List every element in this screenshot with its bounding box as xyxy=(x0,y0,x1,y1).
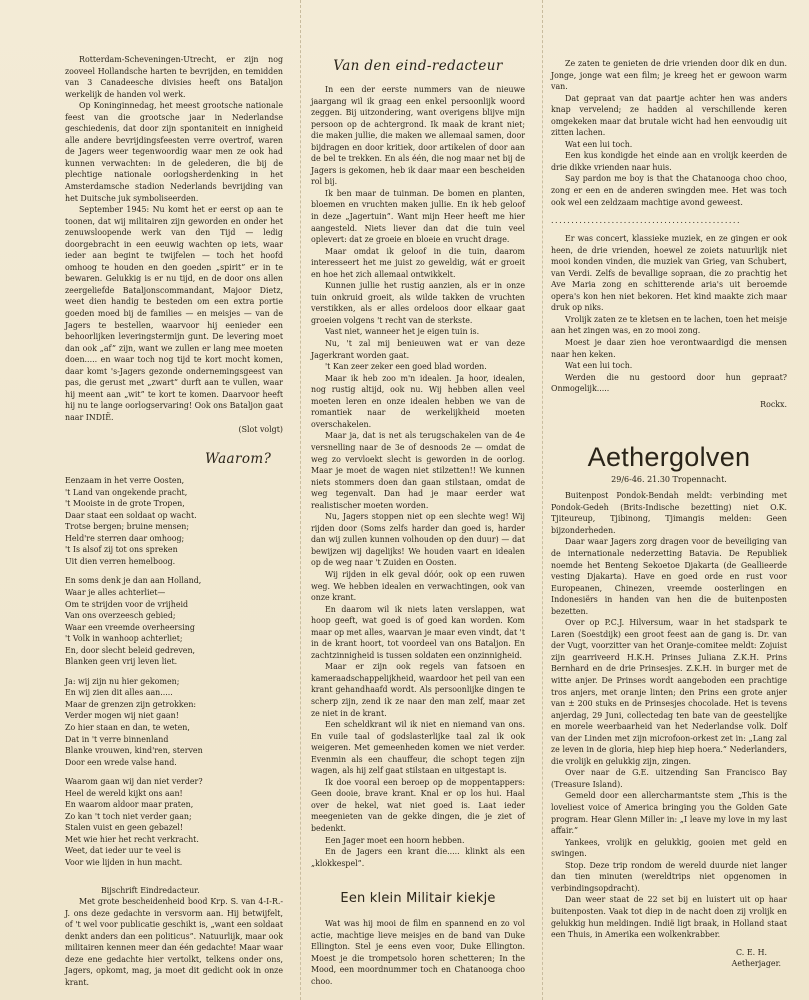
poem xyxy=(65,475,283,869)
aethergolven-title: Aethergolven xyxy=(587,442,751,473)
poem-stanza xyxy=(65,676,283,768)
paragraph: Er was concert, klassieke muziek, en ze gingen er ook heen, de drie vrienden, hoewel ze zoiets natuurlijk niet mooi konden vinden, die muziek van Grieg, van Schubert, van Verdi. Zelfs de bevallige sopraan, die zo prachtig het Ave Maria zong en schitterende aria's uit beroemde opera's kon hen niet bekoren. Het kind maakte zich maar druk op niks. xyxy=(551,234,787,313)
bijschrift-text: Met grote bescheidenheid bood Krp. S. van 4-I-R.-J. ons deze gedachte in versvorm aan. Hij betwijfelt, of 't wel voor publicatie geschikt is, „want een soldaat denkt anders dan een politicus”. Natuurlijk, maar ook militairen kennen meer dan één gedachte! Maar waar deze ene gedachte hier vertolkt, telkens onder ons, Jagers, opkomt, mag, ja moet dit gedicht ook in onze krant. xyxy=(65,897,283,987)
poem-line: Maar de grenzen zijn getrokken: xyxy=(65,699,197,709)
paragraph: Kunnen jullie het rustig aanzien, als er in onze tuin onkruid groeit, als wilde takken de vruchten verstikken, als er alles ordeloos door elkaar gaat groeien volgens 't recht van de sterkste. xyxy=(311,281,525,325)
paragraph: Yankees, vrolijk en gelukkig, gooien met geld en swingen. xyxy=(551,837,787,859)
paragraph: Vrolijk zaten ze te kletsen en te lachen, toen het meisje aan het zingen was, en zo mooi zong. xyxy=(551,314,787,336)
paragraph: Ik doe vooral een beroep op de moppentappers: Geen dooie, brave krant. Knal er op los hui. Haal over de hekel, wat niet goed is. Laat ieder meegenieten van de gekke dingen, die je ziet of bedenkt. xyxy=(311,777,525,833)
intro-article xyxy=(65,54,283,424)
poem-line: Voor wie lijden in hun macht. xyxy=(65,858,183,867)
paragraph: Een kus kondigde het einde aan en vrolijk keerden de drie dikke vrienden naar huis. xyxy=(551,151,787,172)
paragraph: En daarom wil ik niets laten verslappen, wat hoop geeft, wat goed is of goed kan worden. Kom maar op met alles, waarvan je maar even vindt, dat 't in de krant hoort, tot voordeel van ons Bataljon. En zachtzinnigheid is tussen soldaten een onzinnigheid. xyxy=(311,604,525,660)
kiekje-continued-2 xyxy=(551,233,787,395)
signature-aetherjager: Aetherjager. xyxy=(731,959,781,969)
kiekje-text: Wat was hij mooi de film en spannend en zo vol actie, machtige lieve meisjes en de band van Duke Ellington. Stel je eens even voor, Duke Ellington. Moest je die trompetsolo horen schetteren; In the Mood, een moordnummer toch en Chatanooga choo choo. xyxy=(311,919,525,986)
paragraph: Say pardon me boy is that the Chatanooga choo choo, zong er een en de anderen swingden mee. Het was toch ook wel een zeldzaam machtige avond geweest. xyxy=(551,174,787,207)
column-left xyxy=(0,0,295,1000)
bijschrift-title: Bijschrift Eindredacteur. xyxy=(101,885,200,895)
poem-line: Waar een vreemde overheersing xyxy=(65,622,195,632)
poem-line: Waarom gaan wij dan niet verder? xyxy=(65,777,203,787)
slot-volgt: (Slot volgt) xyxy=(238,424,283,434)
poem-line: Met wie hier het recht verkracht. xyxy=(65,834,199,844)
paragraph: En de Jagers een krant die..... klinkt als een „klokkespel”. xyxy=(311,847,525,868)
paragraph: Een Jager moet een hoorn hebben. xyxy=(325,835,465,845)
poem-stanza xyxy=(65,776,283,868)
kiekje-title: Een klein Militair kiekje xyxy=(340,891,496,907)
paragraph: Een scheldkrant wil ik niet en niemand van ons. En vuile taal of godslasterlijke taal zal ik ook weigeren. Met gemeenheden komen we niet verder. Evenmin als een chauffeur, die schopt tegen zijn wagen, als hij zelf gaat stilstaan en uitgestapt is. xyxy=(311,720,525,776)
paragraph: Ze zaten te genieten de drie vrienden door dik en dun. Jonge, jonge wat een film; je kreeg het er gewoon warm van. xyxy=(551,59,787,92)
poem-line: En soms denk je dan aan Holland, xyxy=(65,576,202,586)
poem-line: 't Volk in wanhoop achterliet; xyxy=(65,634,183,644)
poem-line: Held're sterren daar omhoog; xyxy=(65,533,185,543)
poem-line: Ja: wij zijn nu hier gekomen; xyxy=(65,676,180,686)
poem-line: Daar staat een soldaat op wacht. xyxy=(65,510,197,520)
poem-line: Verder mogen wij niet gaan! xyxy=(65,711,179,721)
paragraph: September 1945: Nu komt het er eerst op aan te toonen, dat wij militairen zijn geworden en onder het zenuwsloopende werk van den Tijd — ledig doorgebracht in een eeuwig wachten op iets, waar ieder aan begint te twijfelen — toch het hoofd omhoog te houden en den goeden „spirit” er in te bewaren. Gelukkig is er nu tijd, en de door ons allen zeergeliefde Bataljonscommandant, Majoor Dietz, weet dien handig te besteden om een extra portie goeden moed bij de families — en meisjes — van de Jagers te bestellen, waarvoor hij eenieder een behoorlijken leveringstermijn gunt. De levering moet dan ook „af” zijn, want we zullen er lang mee moeten doen..... en waar toch nog tijd te kort mocht komen, daar komt 's-Jagers gezonde ondernemingsgeest van pas, die gerust met „zwart” durft aan te vullen, waar hij meent aan „wit” te kort te komen. Daarvoor heeft hij nu te lange oorlogservaring! Ook ons Bataljon gaat naar INDIË. xyxy=(65,205,283,422)
poem-line: Om te strijden voor de vrijheid xyxy=(65,599,189,609)
paragraph: Rotterdam-Scheveningen-Utrecht, er zijn nog zooveel Hollandsche harten te bevrijden, en temidden van 3 Canadeesche divisies heeft ons Bataljon werkelijk de handen vol werk. xyxy=(65,55,283,99)
paragraph: Werden die nu gestoord door hun gepraat? Onmogelijk..... xyxy=(551,372,787,394)
poem-line: Zo kan 't toch niet verder gaan; xyxy=(65,811,192,821)
poem-line: En, door slecht beleid gedreven, xyxy=(65,645,196,655)
poem-line: Stalen vuist en geen gebazel! xyxy=(65,823,184,833)
poem-title: Waarom? xyxy=(205,451,272,468)
paragraph: Buitenpost Pondok-Bendah meldt: verbinding met Pondok-Gedeh (Brits-Indische bezetting) niet O.K. Tjiteureup, Tjibinong, Tjimangis melden: Geen bijzonderheden. xyxy=(551,491,787,535)
poem-line: Eenzaam in het verre Oosten, xyxy=(65,476,185,486)
paragraph: Dat gepraat van dat paartje achter hen was anders knap vervelend; ze hadden al verschillende keren omgekeken maar dat brutale wicht had hen eenvoudig uit zitten lachen. xyxy=(551,93,787,138)
paragraph: Dan weer staat de 22 set bij en luistert uit op haar buitenposten. Vaak tot diep in de nacht doen zij vrolijk en gelukkig hun meldingen. Indië ligt braak, in Holland staat een Thuis, in Amerika een wolkenkrabber. xyxy=(551,895,787,940)
poem-line: En waarom aldoor maar praten, xyxy=(65,800,194,810)
paragraph: Stop. Deze trip rondom de wereld duurde niet langer dan tien minuten (wereldtrips niet opgenomen in verbindingsopdracht). xyxy=(551,860,787,893)
poem-line: Weet, dat ieder uur te veel is xyxy=(65,846,181,856)
kiekje-continued-1 xyxy=(551,58,787,208)
poem-stanza xyxy=(65,575,283,667)
paragraph: Wat een lui toch. xyxy=(565,139,633,149)
signature-ceh: C. E. H. xyxy=(736,947,767,957)
poem-line: 't Is alsof zij tot ons spreken xyxy=(65,545,178,555)
eindredacteur-article xyxy=(311,84,525,869)
aethergolven-article xyxy=(551,490,787,940)
paragraph: Maar omdat ik geloof in die tuin, daarom interesseert het me juist zo geweldig, wát er groeit en hoe het zich allemaal ontwikkelt. xyxy=(311,246,525,279)
column-right xyxy=(542,0,809,1000)
section-divider-dots: ............................................... xyxy=(551,216,742,226)
paragraph: Nu, Jagers stoppen niet op een slechte weg! Wij rijden door (Soms zelfs harder dan goed is, harder dan wij zullen kunnen volhouden op den duur) — dat bewijzen wij dagelijks! We houden vaart en idealen op de weg naar 't Zuiden en Oosten. xyxy=(311,512,525,568)
poem-line: Uit dien verren hemelboog. xyxy=(65,556,176,566)
paragraph: Vast niet, wanneer het je eigen tuin is. xyxy=(325,327,480,337)
poem-line: Heel de wereld kijkt ons aan! xyxy=(65,788,183,798)
paragraph: In een der eerste nummers van de nieuwe jaargang wil ik graag een enkel persoonlijk woord zeggen. Bij uitzondering, want overigens blijve mijn persoon op de achtergrond. Ik maak de krant niet; die maken jullie, die maken we allemaal samen, door bijdragen en door kritiek, door artikelen of door aan de bel te trekken. En als één, die nog maar net bij de Jagers is gekomen, heb ik daar maar een bescheiden rol bij. xyxy=(311,85,525,187)
poem-stanza xyxy=(65,475,283,567)
poem-line: Zo hier staan en dan, te weten, xyxy=(65,722,190,732)
poem-line: En wij zien dit alles aan..... xyxy=(65,688,173,698)
signature-rockx: Rockx. xyxy=(760,399,787,409)
paragraph: 't Kan zeer zeker een goed blad worden. xyxy=(325,362,487,372)
column-middle xyxy=(300,0,539,1000)
paragraph: Wij rijden in elk geval dóór, ook op een ruwen weg. We hebben idealen en verwachtingen, ook van onze krant. xyxy=(311,569,525,603)
poem-line: 't Land van ongekende pracht, xyxy=(65,487,188,497)
poem-line: Blanken geen vrij leven liet. xyxy=(65,657,178,667)
eindredacteur-title: Van den eind-redacteur xyxy=(333,58,503,74)
poem-line: Van ons overzeesch gebied; xyxy=(65,611,176,621)
poem-line: Dat in 't verre binnenland xyxy=(65,734,169,744)
paragraph: Daar waar Jagers zorg dragen voor de beveiliging van de internationale nederzetting Batavia. De Republiek noemde het Benteng Sekoetoe Djakarta (de Geallieerde vesting Djakarta). Have en goed orde en rust voor Europeanen, Chinezen, vreemde oosterlingen en Indonesiërs in handen van hen die de buitenposten bezetten. xyxy=(551,537,787,616)
poem-line: 't Mooiste in de grote Tropen, xyxy=(65,499,185,509)
aethergolven-time: 29/6-46. 21.30 Tropennacht. xyxy=(611,475,727,485)
poem-line: Trotse bergen; bruine mensen; xyxy=(65,522,190,532)
paragraph: Wat een lui toch. xyxy=(565,361,633,371)
poem-line: Blanke vrouwen, kind'ren, sterven xyxy=(65,746,203,756)
poem-line: Waar je alles achterliet— xyxy=(65,587,166,597)
paragraph: Op Koninginnedag, het meest grootsche nationale feest van die grootsche jaar in Nederlandse geschiedenis, dat door zijn spontaniteit en innigheid alle andere bevrijdingsfeesten verre overtrof, waren de Jagers weer tegenwoordig waar men ze ook had kunnen verwachten: in de gelederen, die bij de plechtige nationale oorlogsherdenking in het Amsterdamsche stadion Nederlands bevrijding van het Duitsche juk symboliseerden. xyxy=(65,101,283,203)
paragraph: Maar ik heb zoo m'n idealen. Ja hoor, idealen, nog rustig altijd, ook nu. Wij hebben allen veel moeten leren en onze idealen hebben we van de romantiek naar de werkelijkheid moeten overschakelen. xyxy=(311,373,525,429)
paragraph: Over op P.C.J. Hilversum, waar in het stadspark te Laren (Soestdijk) een groot feest aan de gang is. Dr. van der Vugt, voorzitter van het Oranje-comitee meldt: Zojuist zijn gearriveerd H.K.H. Prinses Juliana Z.K.H. Prins Bernhard en de drie Prinsesjes. Z.K.H. in burger met de witte anjer. De Prinses wordt aangeboden een prachtige tros anjers, met oranje linten; den Prins een grote anjer van ± 200 stuks en de Prinsesjes chocolade. Het is tevens anjerdag, 29 Juni, collectedag ten bate van de geestelijke en morele weerbaarheid van het Nederlandse volk. Dolf van der Linden met zijn microfoon-orkest zet in: „Lang zal ze leven in de gloria, hiep hiep hiep hoera.” Nederlanders, die vrolijk en gelukkig zijn, zingen. xyxy=(551,618,787,766)
paragraph: Gemeld door een allercharmantste stem „This is the loveliest voice of America bringing you the Golden Gate program. Hear Glenn Miller in: „I leave my love in my last affair.” xyxy=(551,791,787,836)
paragraph: Maar ja, dat is net als terugschakelen van de 4e versnelling naar de 3e of desnoods 2e — omdat de weg zo vervloekt slecht is geworden in de oorlog. Maar je moet de wagen niet stilzetten!! We kunnen niets stommers doen dan gaan stilstaan, omdat de weg tegenvalt. Dan had je maar eerder wat realistischer moeten worden. xyxy=(311,431,525,510)
paragraph: Nu, 't zal mij benieuwen wat er van deze Jagerkrant worden gaat. xyxy=(311,339,525,360)
paragraph: Maar er zijn ook regels van fatsoen en kameraadschappelijkheid, waardoor het peil van een krant gehandhaafd wordt. Als persoonlijke dingen te scherp zijn, zend ik ze naar den man zelf, maar zet ze niet in de krant. xyxy=(311,662,525,718)
paragraph: Ik ben maar de tuinman. De bomen en planten, bloemen en vruchten maken jullie. En ik heb geloof in deze „Jagertuin”. Want mijn Heer heeft me hier aangesteld. Niets liever dan dat die tuin veel oplevert: dat ze groeie en bloeie en vrucht drage. xyxy=(311,188,525,245)
paragraph: Over naar de G.E. uitzending San Francisco Bay (Treasure Island). xyxy=(551,768,787,789)
paragraph: Moest je daar zien hoe verontwaardigd die mensen naar hen keken. xyxy=(551,338,787,359)
poem-line: Door een wrede valse hand. xyxy=(65,757,177,767)
